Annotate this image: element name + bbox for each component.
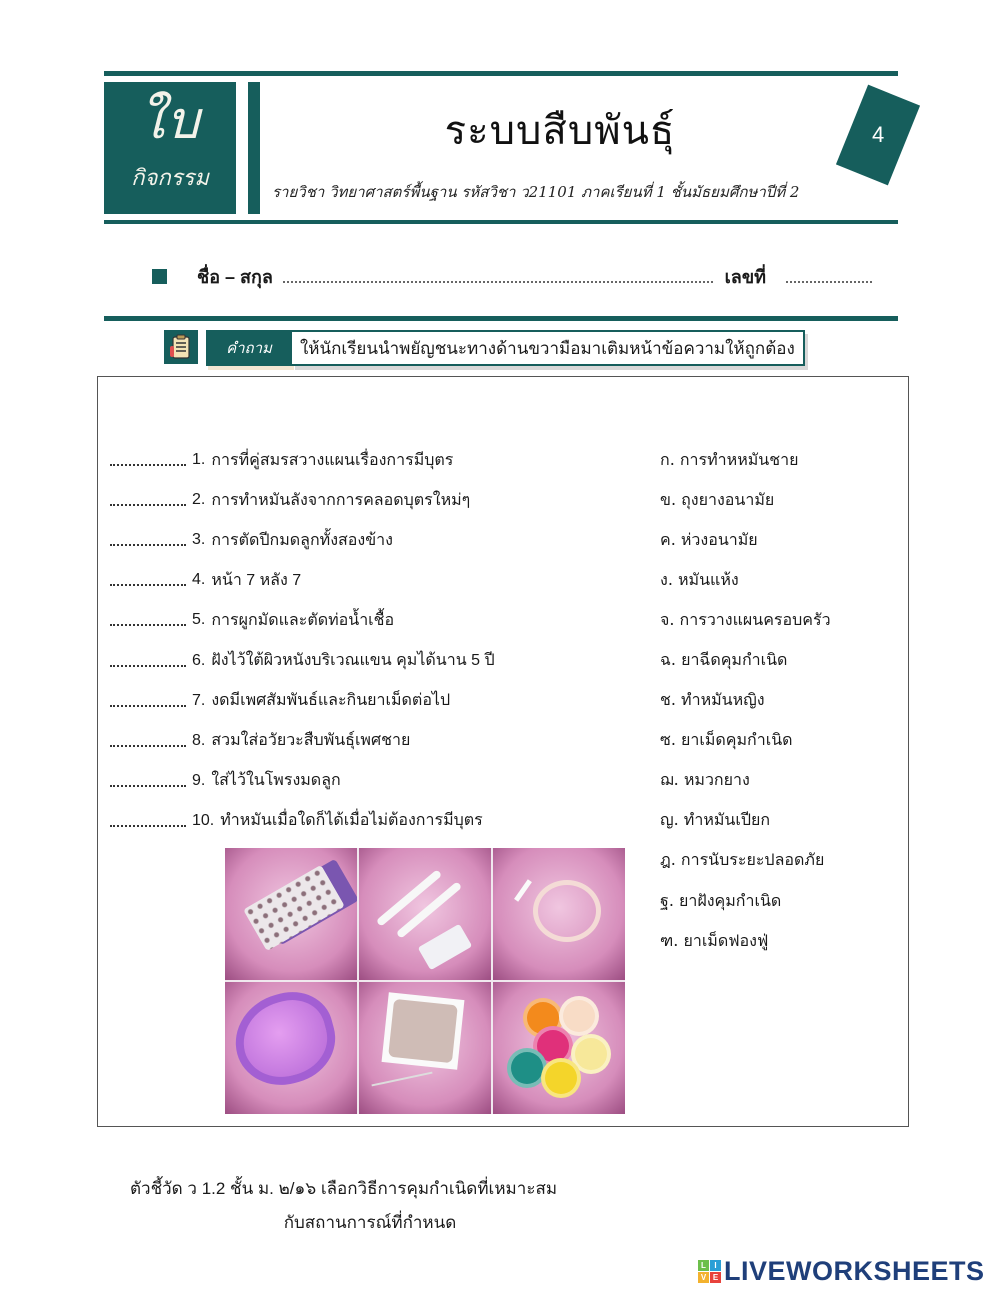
choice-item: ญ. ทำหมันเปียก — [660, 810, 771, 830]
choice-item: ช. ทำหมันหญิง — [660, 690, 765, 710]
course-subtitle: รายวิชา วิทยาศาสตร์พื้นฐาน รหัสวิชา ว21101 ภาคเรียนที่ 1 ชั้นมัธยมศึกษาปีที่ 2 — [272, 183, 800, 201]
choice-item: ฉ. ยาฉีดคุมกำเนิด — [660, 650, 788, 670]
patch-and-iud-image — [359, 982, 491, 1114]
choice-item: ฐ. ยาฝังคุมกำเนิด — [660, 890, 782, 910]
indicator-line-2: กับสถานการณ์ที่กำหนด — [283, 1213, 457, 1232]
choice-item: ฎ. การนับระยะปลอดภัย — [660, 850, 825, 870]
answer-blank[interactable] — [110, 536, 186, 546]
question-item: 1. การที่คู่สมรสวางแผนเรื่องการมีบุตร — [110, 440, 495, 480]
instruction-text: ให้นักเรียนนำพยัญชนะทางด้านขวามือมาเติมหน้าข้อความให้ถูกต้อง — [292, 330, 805, 366]
choice-item: ฌ. หมวกยาง — [660, 770, 750, 790]
choice-item: ข. ถุงยางอนามัย — [660, 489, 775, 509]
square-bullet-icon — [152, 269, 167, 284]
choice-list — [660, 440, 831, 961]
answer-blank[interactable] — [110, 657, 186, 667]
birth-control-pills-image — [225, 848, 357, 980]
instruction-top-rule — [104, 316, 898, 321]
activity-label-small: กิจกรรม — [131, 166, 209, 191]
live-blocks-icon: L I V E — [698, 1260, 721, 1283]
answer-blank[interactable] — [110, 456, 186, 466]
indicator-line-1: ตัวชี้วัด ว 1.2 ชั้น ม. ๒/๑๖ เลือกวิธีการคุมกำเนิดที่เหมาะสม — [130, 1179, 558, 1198]
answer-blank[interactable] — [110, 496, 186, 506]
clipboard-icon — [164, 330, 198, 364]
name-label: ชื่อ – สกุล — [197, 266, 273, 287]
instruction-banner — [164, 330, 805, 366]
question-item: 2. การทำหมันลังจากการคลอดบุตรใหม่ๆ — [110, 480, 495, 520]
choice-item: ซ. ยาเม็ดคุมกำเนิด — [660, 730, 793, 750]
question-list — [110, 440, 495, 841]
question-item: 4. หน้า 7 หลัง 7 — [110, 560, 495, 600]
page-title: ระบบสืบพันธุ์ — [444, 108, 676, 154]
name-field[interactable] — [283, 269, 713, 283]
choice-item: ฑ. ยาเม็ดฟองฟู่ — [660, 930, 769, 950]
question-item: 3. การตัดปีกมดลูกทั้งสองข้าง — [110, 520, 495, 560]
choice-item: ก. การทำหหมันชาย — [660, 449, 799, 469]
answer-blank[interactable] — [110, 737, 186, 747]
answer-blank[interactable] — [110, 777, 186, 787]
sheet-number: 4 — [871, 122, 885, 147]
activity-label-big: ใบ — [138, 91, 202, 151]
question-item: 8. สวมใส่อวัยวะสืบพันธุ์เพศชาย — [110, 721, 495, 761]
liveworksheets-logo[interactable] — [698, 1256, 985, 1287]
question-item: 5. การผูกมัดและตัดท่อน้ำเชื้อ — [110, 600, 495, 640]
condoms-image — [493, 982, 625, 1114]
learning-indicator — [130, 1172, 610, 1240]
answer-blank[interactable] — [110, 817, 186, 827]
answer-blank[interactable] — [110, 576, 186, 586]
number-label: เลขที่ — [724, 266, 766, 287]
header-bottom-rule — [104, 220, 898, 224]
question-item: 10. ทำหมันเมื่อใดก็ได้เมื่อไม่ต้องการมีบุตร — [110, 801, 495, 841]
activity-sheet-label-box — [104, 82, 236, 214]
female-condom-image — [225, 982, 357, 1114]
choice-item: ค. ห่วงอนามัย — [660, 529, 758, 549]
implant-and-ring-image — [493, 848, 625, 980]
header-top-rule — [104, 71, 898, 76]
question-item: 7. งดมีเพศสัมพันธ์และกินยาเม็ดต่อไป — [110, 681, 495, 721]
sheet-number-badge — [836, 85, 920, 186]
answer-blank[interactable] — [110, 697, 186, 707]
liveworksheets-wordmark: LIVEWORKSHEETS — [724, 1256, 985, 1286]
vaginal-applicators-image — [359, 848, 491, 980]
header-divider-bar — [248, 82, 260, 214]
question-item: 9. ใส่ไว้ในโพรงมดลูก — [110, 761, 495, 801]
contraceptives-photo-grid — [225, 848, 625, 1114]
question-tag: คำถาม — [206, 330, 292, 366]
question-item: 6. ฝังไว้ใต้ผิวหนังบริเวณแขน คุมได้นาน 5 ปี — [110, 640, 495, 680]
choice-item: จ. การวางแผนครอบครัว — [660, 609, 831, 629]
student-info-row — [152, 262, 872, 290]
choice-item: ง. หมันแห้ง — [660, 569, 739, 589]
answer-blank[interactable] — [110, 616, 186, 626]
number-field[interactable] — [786, 269, 872, 283]
